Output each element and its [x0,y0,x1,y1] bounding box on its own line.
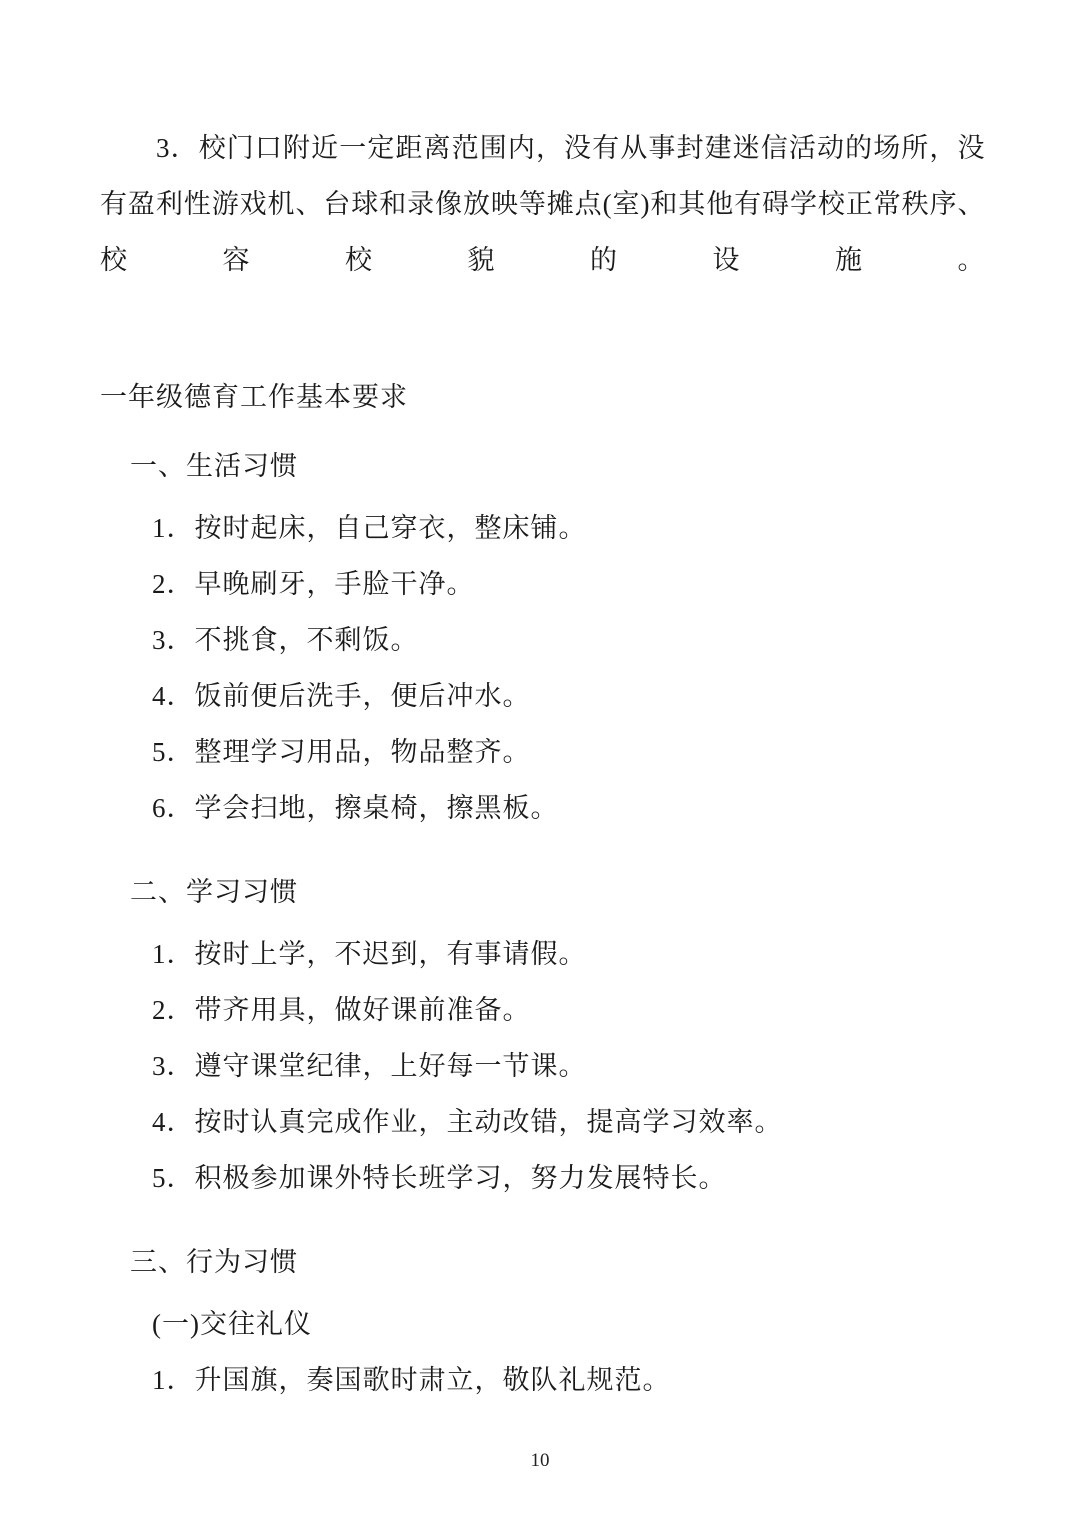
list-item: 1．按时起床，自己穿衣，整床铺。 [152,513,587,543]
list-item: 3．不挑食，不剩饭。 [152,625,419,655]
document-body [100,120,985,1408]
paragraph-item-3: 3．校门口附近一定距离范围内，没有从事封建迷信活动的场所，没有盈利性游戏机、台球和录像放映等摊点(室)和其他有碍学校正常秩序、校容校貌的设施。 [100,133,985,275]
section-heading-1: 一、生活习惯 [130,451,298,481]
list-item: 5．积极参加课外特长班学习，努力发展特长。 [152,1163,727,1193]
section-heading-2: 二、学习习惯 [130,877,298,907]
section-title: 一年级德育工作基本要求 [100,382,408,412]
section-heading-3: 三、行为习惯 [130,1247,298,1277]
list-item: 1．升国旗，奏国歌时肃立，敬队礼规范。 [152,1365,671,1395]
spacer [100,1206,985,1220]
list-item: 4．按时认真完成作业，主动改错，提高学习效率。 [152,1107,783,1137]
spacer [100,836,985,850]
page-number: 10 [530,1450,550,1471]
sub-heading: (一)交往礼仪 [152,1309,312,1339]
list-item: 3．遵守课堂纪律，上好每一节课。 [152,1051,587,1081]
list-item: 2．带齐用具，做好课前准备。 [152,995,531,1025]
list-item: 2．早晚刷牙，手脸干净。 [152,569,475,599]
list-item: 6．学会扫地，擦桌椅，擦黑板。 [152,793,559,823]
list-item: 1．按时上学，不迟到，有事请假。 [152,939,587,969]
list-item: 4．饭前便后洗手，便后冲水。 [152,681,531,711]
list-item: 5．整理学习用品，物品整齐。 [152,737,531,767]
